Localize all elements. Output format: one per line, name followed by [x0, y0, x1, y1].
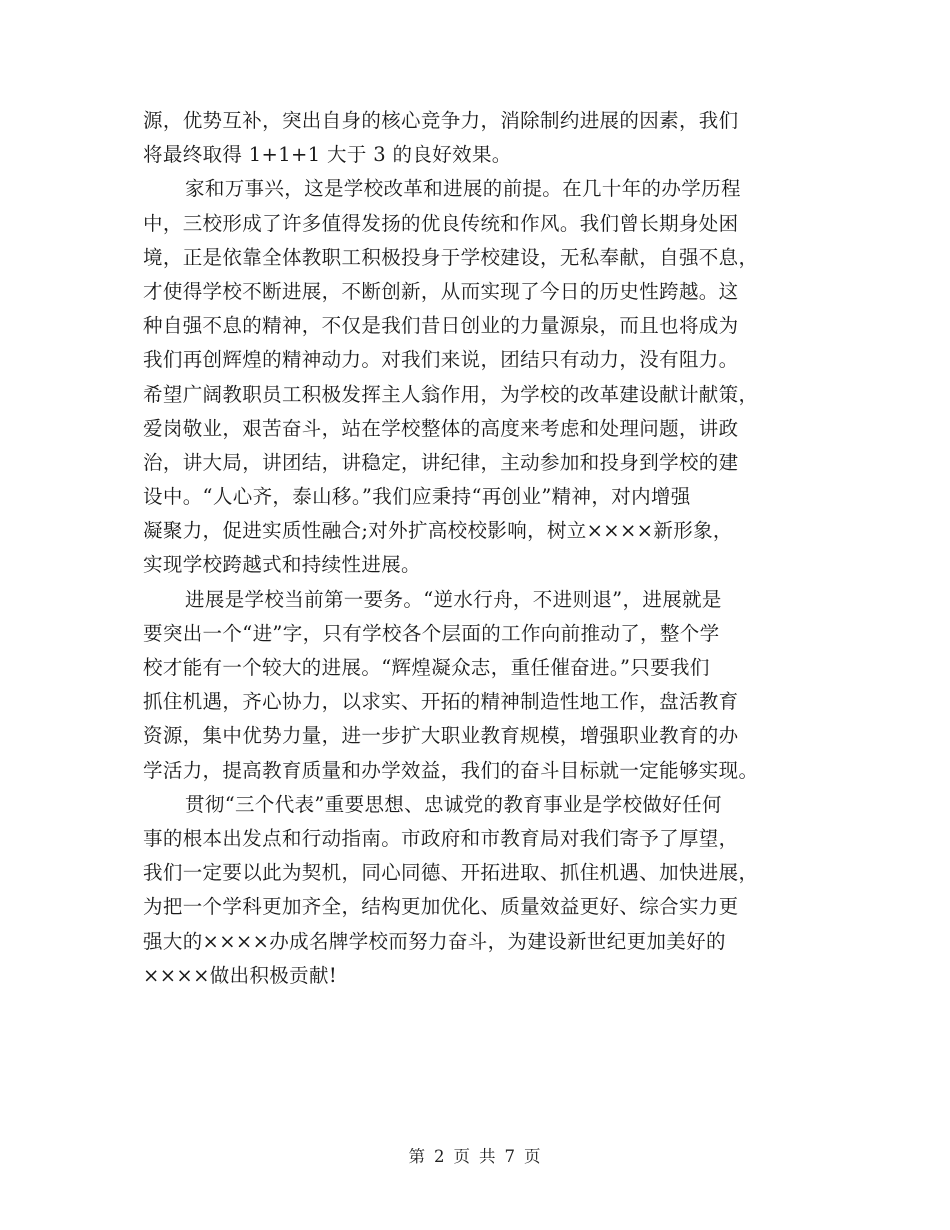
footer-page-label: 页 — [453, 1147, 471, 1166]
text-line: 设中。“人心齐，泰山移。”我们应秉持“再创业”精神，对内增强 — [143, 485, 691, 509]
text-line: 中，三校形成了许多值得发扬的优良传统和作风。我们曾长期身处困 — [143, 211, 739, 235]
text-line: 事的根本出发点和行动指南。市政府和市教育局对我们寄予了厚望， — [143, 826, 739, 850]
footer-total-suffix: 页 — [524, 1147, 542, 1166]
text-line: 源，优势互补，突出自身的核心竞争力，消除制约进展的因素，我们 — [143, 109, 739, 132]
text-line: 种自强不息的精神，不仅是我们昔日创业的力量源泉，而且也将成为 — [143, 314, 739, 338]
text-line: 凝聚力，促进实质性融合;对外扩高校校影响，树立××××新形象， — [143, 519, 733, 543]
text-line: 我们一定要以此为契机，同心同德、开拓进取、抓住机遇、加快进展， — [143, 861, 759, 885]
text-line: 为把一个学科更加齐全，结构更加优化、质量效益更好、综合实力更 — [143, 895, 739, 919]
text-line: 我们再创辉煌的精神动力。对我们来说，团结只有动力，没有阻力。 — [143, 348, 739, 372]
footer-total-prefix: 共 — [479, 1147, 497, 1166]
text-line: 将最终取得 1+1+1 大于 3 的良好效果。 — [143, 143, 512, 167]
document-body — [143, 104, 803, 993]
text-line: 实现学校跨越式和持续性进展。 — [143, 553, 421, 577]
text-line: 抓住机遇，齐心协力，以求实、开拓的精神制造性地工作，盘活教育 — [143, 690, 739, 714]
text-line: 才使得学校不断进展，不断创新，从而实现了今日的历史性跨越。这 — [143, 279, 739, 303]
text-line: 进展是学校当前第一要务。“逆水行舟，不进则退”，进展就是 — [185, 587, 722, 611]
text-line: 资源，集中优势力量，进一步扩大职业教育规模，增强职业教育的办 — [143, 724, 739, 748]
text-line: 希望广阔教职员工积极发挥主人翁作用，为学校的改革建设献计献策， — [143, 382, 759, 406]
text-line: 爱岗敬业，艰苦奋斗，站在学校整体的高度来考虑和处理问题，讲政 — [143, 416, 739, 440]
text-line: 学活力，提高教育质量和办学效益，我们的奋斗目标就一定能够实现。 — [143, 758, 759, 782]
text-line: 要突出一个“进”字，只有学校各个层面的工作向前推动了，整个学 — [143, 621, 720, 645]
text-line: 贯彻“三个代表”重要思想、忠诚党的教育事业是学校做好任何 — [185, 792, 722, 816]
text-line: 治，讲大局，讲团结，讲稳定，讲纪律，主动参加和投身到学校的建 — [143, 450, 739, 474]
footer-page-number: 2 — [434, 1147, 446, 1166]
page-footer — [0, 1143, 950, 1167]
footer-prefix: 第 — [408, 1147, 426, 1166]
text-line: 境，正是依靠全体教职工积极投身于学校建设，无私奉献，自强不息， — [143, 245, 759, 269]
text-line: 校才能有一个较大的进展。“辉煌凝众志，重任催奋进。”只要我们 — [143, 656, 710, 679]
text-line: 强大的××××办成名牌学校而努力奋斗，为建设新世纪更加美好的 — [143, 929, 726, 953]
text-line: 家和万事兴，这是学校改革和进展的前提。在几十年的办学历程 — [185, 177, 741, 201]
footer-total-pages: 7 — [504, 1147, 516, 1166]
text-line: ××××做出积极贡献! — [143, 963, 338, 987]
